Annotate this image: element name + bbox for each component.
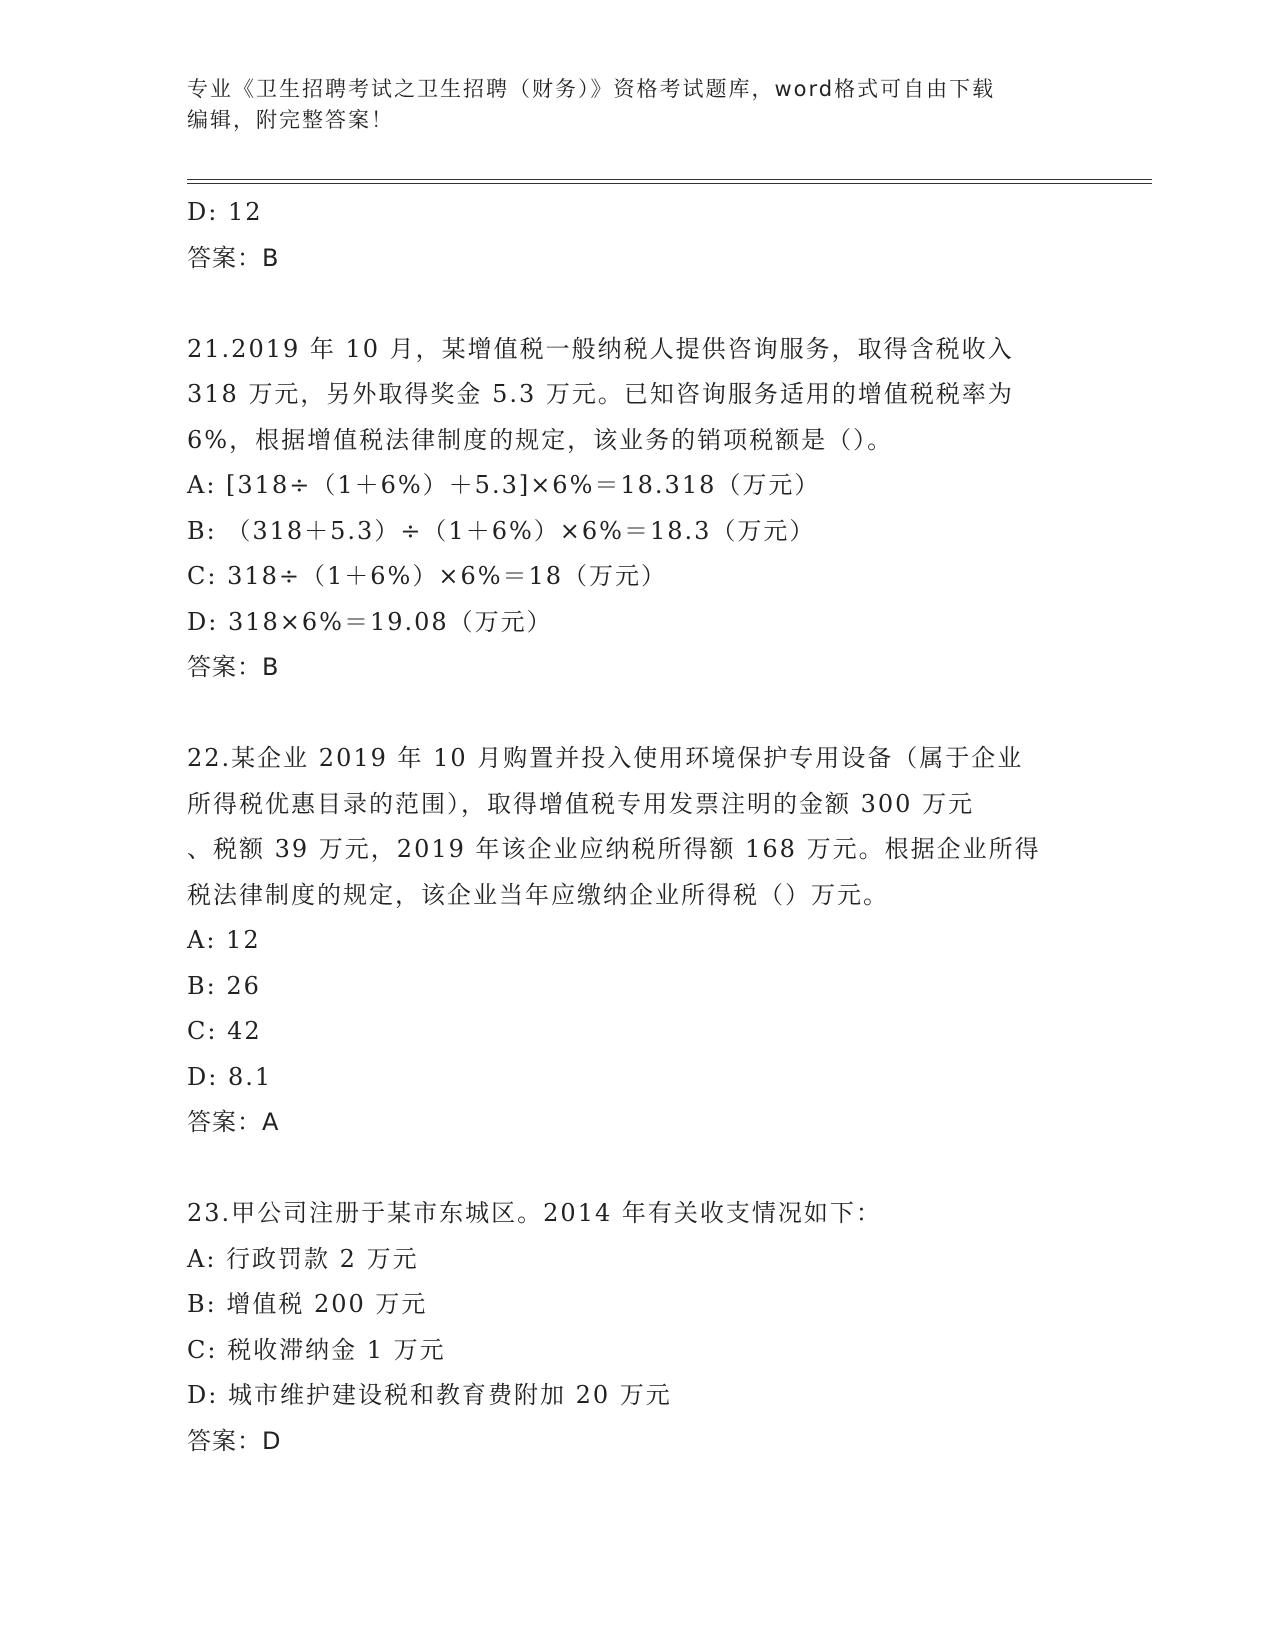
header-line-1: 专业《卫生招聘考试之卫生招聘（财务）》资格考试题库，word格式可自由下载 xyxy=(187,77,996,101)
prev-answer: 答案：B xyxy=(187,243,280,272)
spacer xyxy=(187,281,1087,327)
q22-answer: 答案：A xyxy=(187,1108,280,1136)
question-list xyxy=(187,190,1087,1464)
question-21 xyxy=(187,327,1087,691)
header-divider-top xyxy=(187,179,1152,180)
q23-option-a: A: 行政罚款 2 万元 xyxy=(187,1244,419,1273)
q21-option-d: D: 318×6%＝19.08（万元） xyxy=(187,607,553,636)
document-header xyxy=(187,74,1087,136)
q23-answer: 答案：D xyxy=(187,1426,282,1455)
spacer xyxy=(187,1146,1087,1192)
q22-stem-line-3: 、税额 39 万元，2019 年该企业应纳税所得额 168 万元。根据企业所得 xyxy=(187,835,1041,863)
q21-answer: 答案：B xyxy=(187,653,280,681)
question-22 xyxy=(187,736,1087,1146)
q22-stem-line-4: 税法律制度的规定，该企业当年应缴纳企业所得税（）万元。 xyxy=(187,880,889,909)
q21-stem-line-3: 6%，根据增值税法律制度的规定，该业务的销项税额是（）。 xyxy=(187,425,894,454)
q22-stem-line-1: 22.某企业 2019 年 10 月购置并投入使用环境保护专用设备（属于企业 xyxy=(187,744,1024,772)
q23-option-b: B: 增值税 200 万元 xyxy=(187,1290,428,1318)
spacer xyxy=(187,691,1087,737)
prev-option-d: D: 12 xyxy=(187,198,263,226)
header-line-2: 编辑，附完整答案！ xyxy=(187,108,394,132)
q23-option-d: D: 城市维护建设税和教育费附加 20 万元 xyxy=(187,1381,672,1409)
q23-option-c: C: 税收滞纳金 1 万元 xyxy=(187,1335,446,1364)
q22-option-b: B: 26 xyxy=(187,971,261,1000)
q21-stem-line-2: 318 万元，另外取得奖金 5.3 万元。已知咨询服务适用的增值税税率为 xyxy=(187,380,1014,408)
q23-stem-line-1: 23.甲公司注册于某市东城区。2014 年有关收支情况如下： xyxy=(187,1199,882,1227)
header-divider-bottom xyxy=(187,183,1152,184)
q22-stem-line-2: 所得税优惠目录的范围），取得增值税专用发票注明的金额 300 万元 xyxy=(187,789,975,818)
q22-option-d: D: 8.1 xyxy=(187,1062,273,1091)
q21-stem-line-1: 21.2019 年 10 月，某增值税一般纳税人提供咨询服务，取得含税收入 xyxy=(187,334,1014,363)
question-23 xyxy=(187,1191,1087,1464)
q21-option-a: A: [318÷（1＋6%）＋5.3]×6%＝18.318（万元） xyxy=(187,471,821,499)
q21-option-b: B: （318＋5.3）÷（1＋6%）×6%＝18.3（万元） xyxy=(187,516,816,545)
q22-option-c: C: 42 xyxy=(187,1017,262,1045)
q21-option-c: C: 318÷（1＋6%）×6%＝18（万元） xyxy=(187,562,668,590)
q22-option-a: A: 12 xyxy=(187,926,261,954)
